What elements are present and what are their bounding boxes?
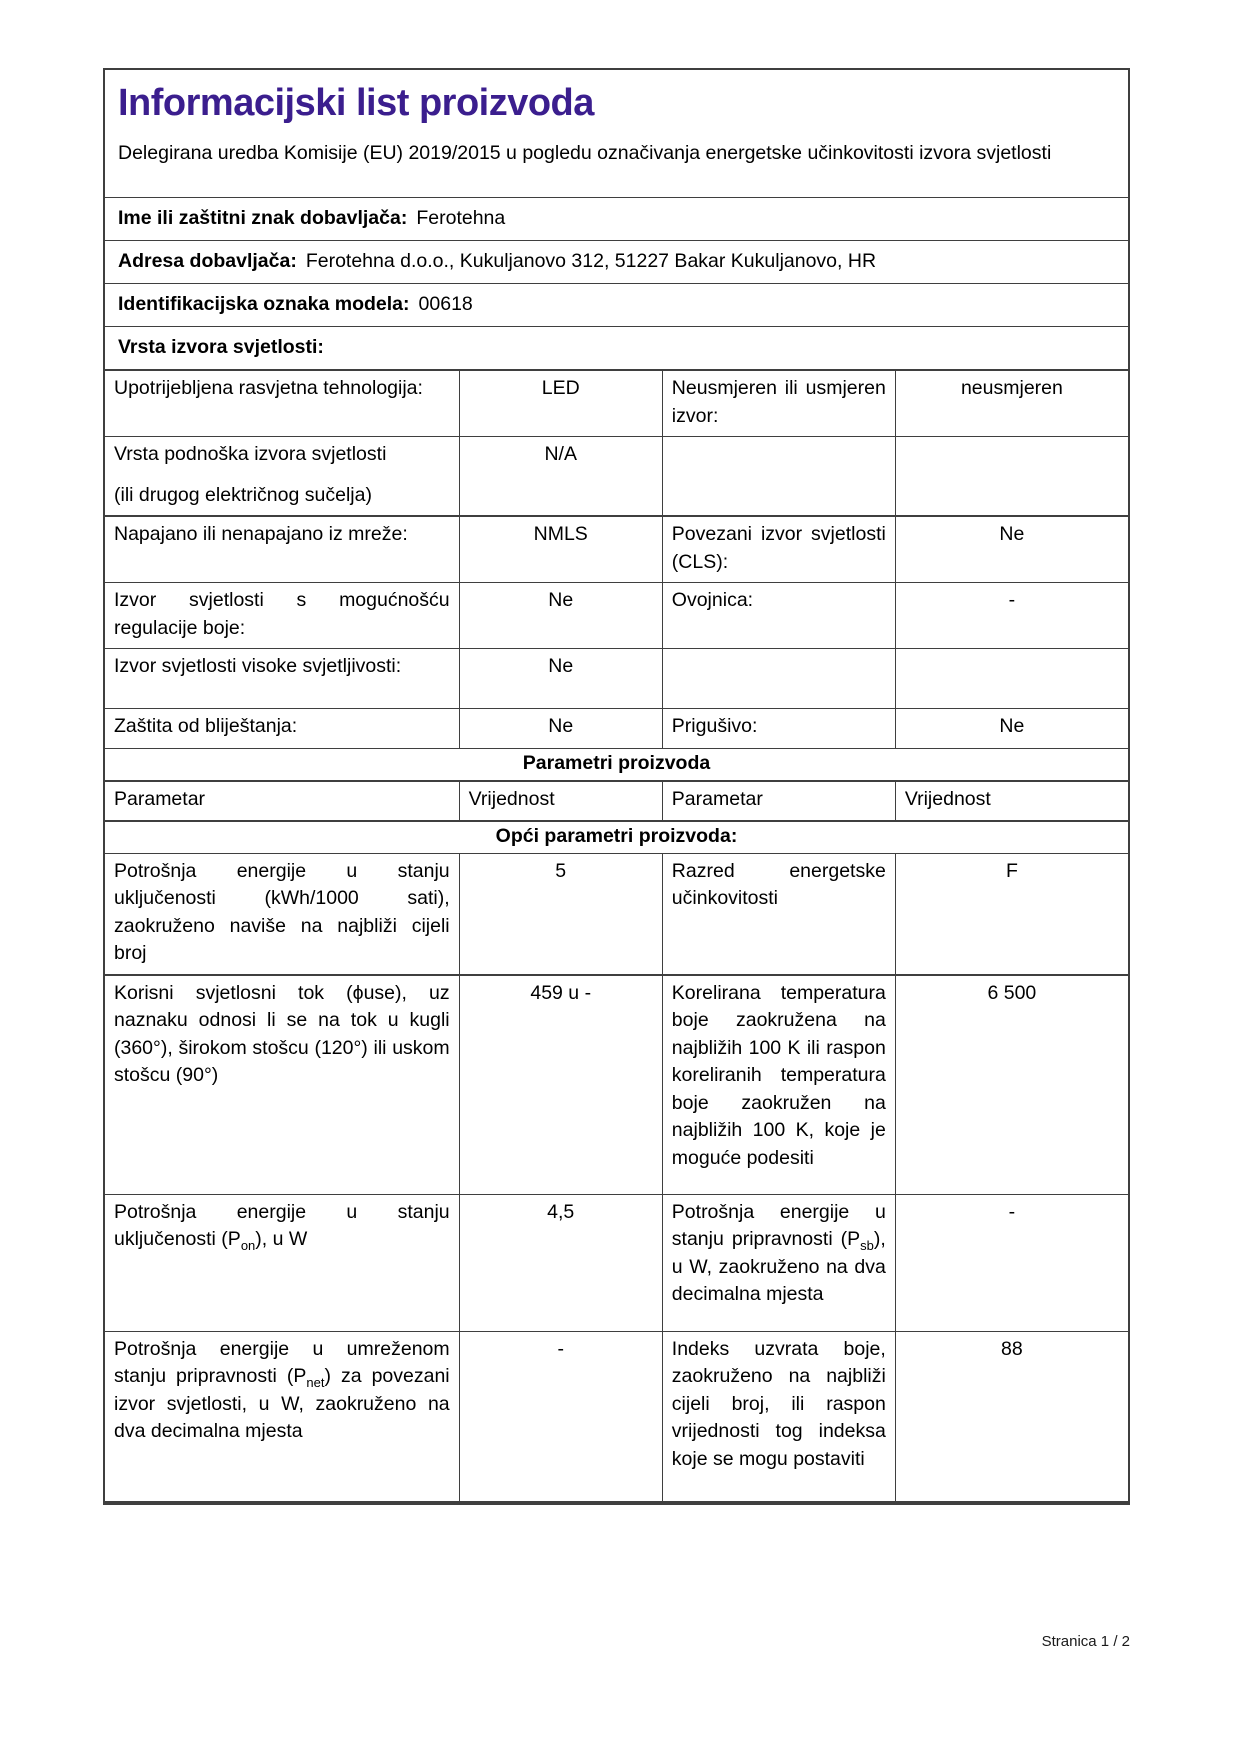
param-label: Potrošnja energije u stanju uključenosti (kWh/1000 sati), zaokruženo naviše na najbliži cijeli broj <box>114 859 450 964</box>
column-header: Vrijednost <box>895 782 1128 820</box>
param-label: Izvor svjetlosti s mogućnošću regulacije boje: <box>114 589 450 639</box>
param-value <box>895 437 1128 515</box>
label-text: Potrošnja energije u stanju uključenosti (P <box>114 1200 450 1250</box>
supplier-address-label: Adresa dobavljača: <box>118 250 297 272</box>
row-networked-standby-power <box>105 1331 1128 1501</box>
light-source-type-row <box>105 326 1128 369</box>
param-value: Ne <box>459 649 662 708</box>
column-header: Parametar <box>114 788 206 810</box>
param-label: Zaštita od bliještanja: <box>114 715 298 737</box>
param-value: 5 <box>459 854 662 974</box>
param-value: - <box>895 583 1128 648</box>
param-label: Izvor svjetlosti visoke svjetljivosti: <box>114 655 402 677</box>
param-label: Napajano ili nenapajano iz mreže: <box>114 523 408 545</box>
model-id-row <box>105 283 1128 326</box>
label-text: Potrošnja energije u stanju pripravnosti (P <box>671 1200 886 1250</box>
row-parameter-column-headers <box>105 780 1128 820</box>
param-label: Korelirana temperatura boje zaokružena na najbližih 100 K ili raspon koreliranih temperatura boje zaokružen na najbližih 100 K, koje je moguće podesiti <box>662 976 895 1194</box>
param-label: Povezani izvor svjetlosti (CLS): <box>662 517 895 582</box>
cap-type-line1: Vrsta podnoška izvora svjetlosti <box>114 443 387 465</box>
param-value: F <box>895 854 1128 974</box>
label-subscript: on <box>240 1237 256 1253</box>
page-number: Stranica 1 / 2 <box>1041 1633 1130 1650</box>
column-header: Vrijednost <box>459 782 662 820</box>
supplier-address-value: Ferotehna d.o.o., Kukuljanovo 312, 51227 Bakar Kukuljanovo, HR <box>305 250 877 272</box>
label-text: ) za povezani izvor svjetlosti, u W, zaokruženo na dva decimalna mjesta <box>114 1365 450 1442</box>
section-header-general-parameters: Opći parametri proizvoda: <box>105 820 1128 853</box>
param-label <box>105 1332 459 1501</box>
param-value: LED <box>459 371 662 436</box>
title-block <box>105 70 1128 197</box>
column-header: Parametar <box>662 782 895 820</box>
param-label: Korisni svjetlosni tok (ϕuse), uz naznaku odnosi li se na tok u kugli (360°), širokom stošcu (120°) ili uskom stošcu (90°) <box>114 981 450 1086</box>
supplier-name-label: Ime ili zaštitni znak dobavljača: <box>118 207 408 229</box>
param-value: - <box>459 1332 662 1501</box>
row-high-luminance <box>105 648 1128 708</box>
param-value: Ne <box>895 517 1128 582</box>
param-label <box>105 437 459 515</box>
row-mains-powered <box>105 515 1128 582</box>
param-label <box>662 1195 895 1331</box>
param-value: Ne <box>459 709 662 748</box>
param-label <box>105 1195 459 1331</box>
table-bottom-border <box>105 1501 1128 1503</box>
param-label: Neusmjeren ili usmjeren izvor: <box>662 371 895 436</box>
section-header-product-parameters: Parametri proizvoda <box>105 748 1128 780</box>
param-value: N/A <box>459 437 662 515</box>
label-text: ), u W <box>255 1228 308 1250</box>
supplier-name-row <box>105 197 1128 240</box>
row-colour-tunable <box>105 582 1128 648</box>
page-title: Informacijski list proizvoda <box>118 82 594 124</box>
supplier-name-value: Ferotehna <box>416 207 506 229</box>
param-value: NMLS <box>459 517 662 582</box>
regulation-subtitle: Delegirana uredba Komisije (EU) 2019/2015 u pogledu označivanja energetske učinkovitosti izvora svjetlosti <box>118 142 1052 164</box>
param-label <box>662 437 895 515</box>
label-text: Potrošnja energije u umreženom stanju pripravnosti (P <box>114 1337 450 1387</box>
model-id-label: Identifikacijska oznaka modela: <box>118 293 410 315</box>
row-anti-glare <box>105 708 1128 748</box>
light-source-type-label: Vrsta izvora svjetlosti: <box>118 336 324 358</box>
cap-type-line2: (ili drugog električnog sučelja) <box>114 483 372 506</box>
param-value: neusmjeren <box>895 371 1128 436</box>
param-value: 459 u - <box>459 976 662 1194</box>
row-cap-type <box>105 436 1128 515</box>
param-value: 88 <box>895 1332 1128 1501</box>
param-value: Ne <box>895 709 1128 748</box>
row-energy-consumption-on-mode <box>105 853 1128 974</box>
product-information-sheet <box>103 68 1130 1505</box>
label-subscript: net <box>306 1374 325 1390</box>
model-id-value: 00618 <box>418 293 473 315</box>
param-label: Upotrijebljena rasvjetna tehnologija: <box>114 377 423 399</box>
param-label: Indeks uzvrata boje, zaokruženo na najbliži cijeli broj, ili raspon vrijednosti tog indeksa koje se mogu postaviti <box>662 1332 895 1501</box>
param-value: 4,5 <box>459 1195 662 1331</box>
param-label: Razred energetske učinkovitosti <box>662 854 895 974</box>
param-value: Ne <box>459 583 662 648</box>
row-lighting-technology <box>105 369 1128 436</box>
param-value: - <box>895 1195 1128 1331</box>
label-subscript: sb <box>860 1237 874 1253</box>
param-value: 6 500 <box>895 976 1128 1194</box>
row-useful-luminous-flux <box>105 974 1128 1194</box>
supplier-address-row <box>105 240 1128 283</box>
label-text: ), u W, zaokruženo na dva decimalna mjesta <box>671 1228 886 1305</box>
row-on-mode-power <box>105 1194 1128 1331</box>
param-label <box>662 649 895 708</box>
param-value <box>895 649 1128 708</box>
param-label: Prigušivo: <box>662 709 895 748</box>
param-label: Ovojnica: <box>662 583 895 648</box>
